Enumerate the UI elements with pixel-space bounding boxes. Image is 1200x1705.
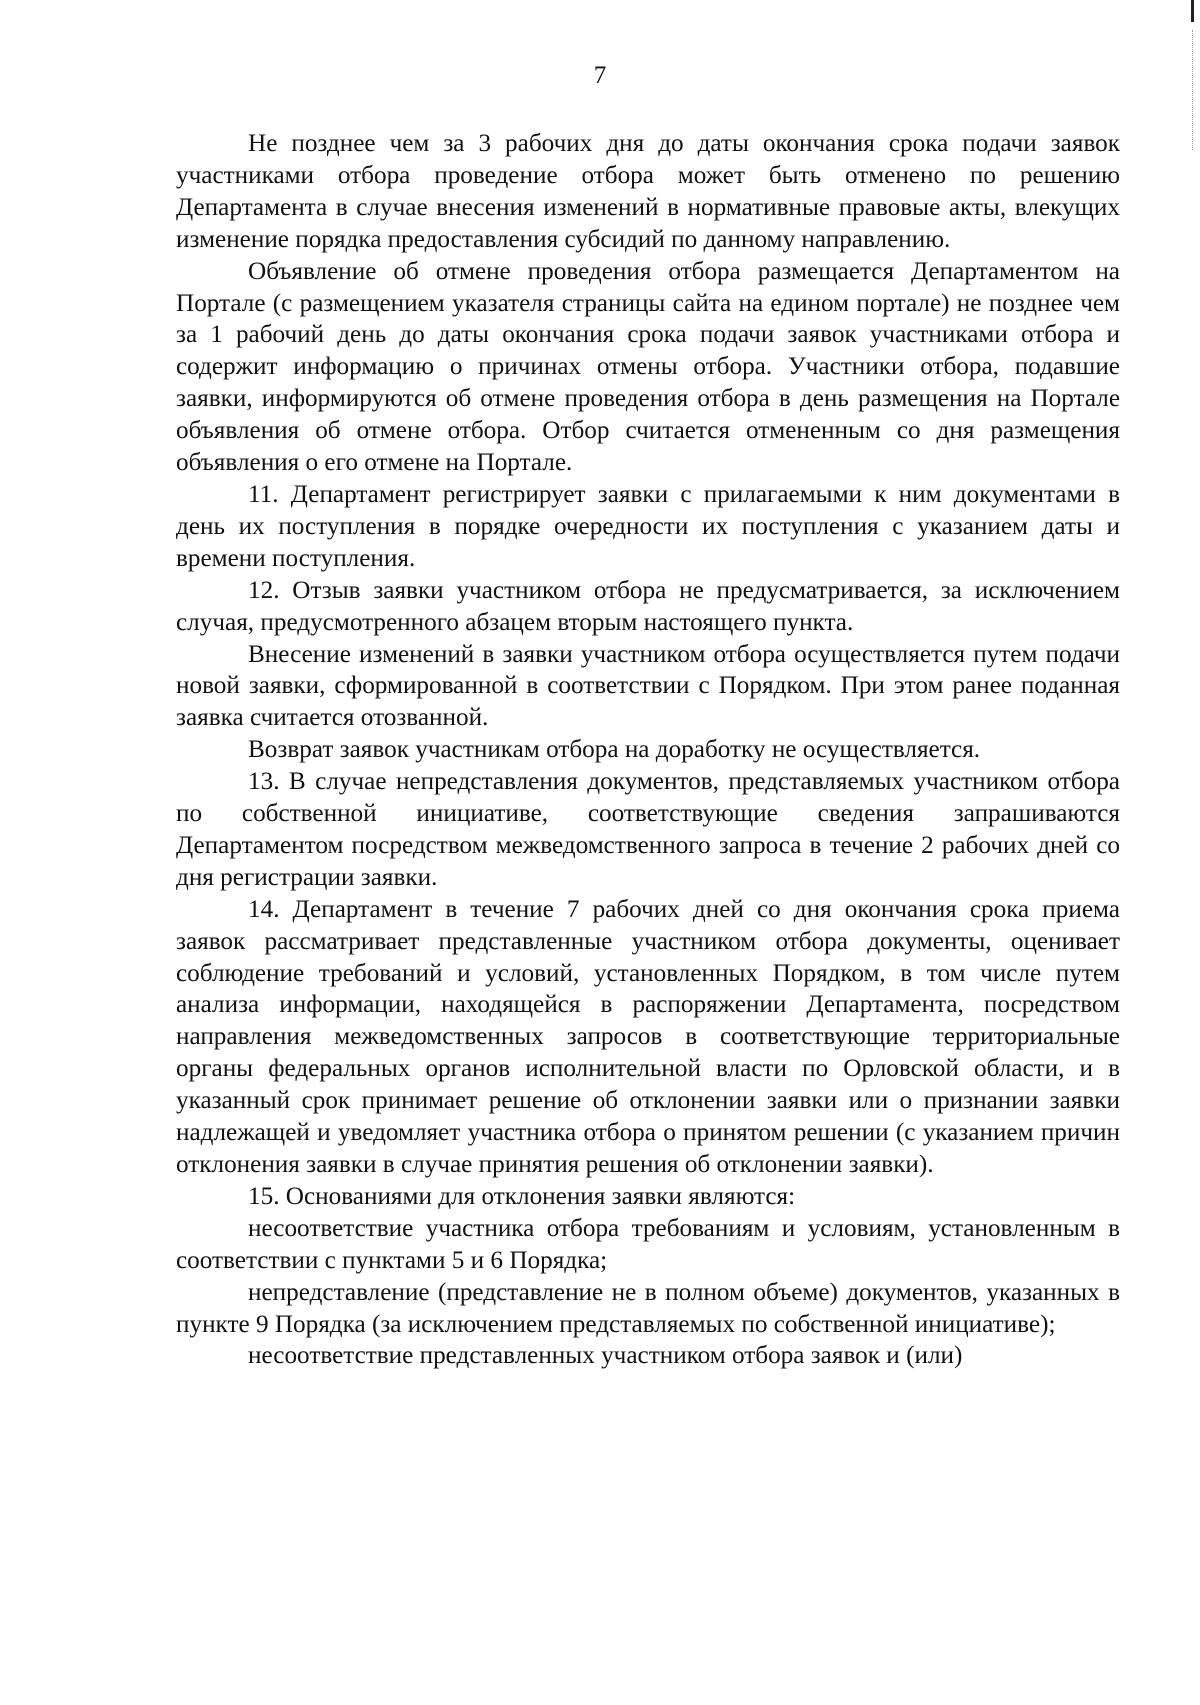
paragraph-ground-noncompliance: несоответствие участника отбора требованиям и условиям, установленным в соответствии с пунктами 5 и 6 Порядка; bbox=[176, 1214, 1120, 1274]
paragraph-ground-missing-documents: непредставление (представление не в полном объеме) документов, указанных в пункте 9 Порядка (за исключением представляемых по собственной инициативе); bbox=[176, 1278, 1120, 1338]
paragraph-cancellation-announcement: Объявление об отмене проведения отбора размещается Департаментом на Портале (с размещением указателя страницы сайта на едином портале) не позднее чем за 1 рабочий день до даты окончания срока подачи заявок участниками отбора и содержит информацию о причинах отмены отбора. Участники отбора, подавшие заявки, информируются об отмене проведения отбора в день размещения на Портале объявления об отмене отбора. Отбор считается отмененным со дня размещения объявления о его отмене на Портале. bbox=[176, 257, 1120, 477]
paragraph-application-changes: Внесение изменений в заявки участником отбора осуществляется путем подачи новой заявки, сформированной в соответствии с Порядком. При этом ранее поданная заявка считается отозванной. bbox=[176, 640, 1120, 732]
page-number: 7 bbox=[593, 62, 607, 89]
paragraph-14-review: 14. Департамент в течение 7 рабочих дней со дня окончания срока приема заявок рассматривает представленные участником отбора документы, оценивает соблюдение требований и условий, установленных Порядком, в том числе путем анализа информации, находящейся в распоряжении Департамента, посредством направления межведомственных запросов в соответствующие территориальные органы федеральных органов исполнительной власти по Орловской области, и в указанный срок принимает решение об отклонении заявки или о признании заявки надлежащей и уведомляет участника отбора о принятом решении (с указанием причин отклонения заявки в случае принятия решения об отклонении заявки). bbox=[176, 895, 1120, 1178]
paragraph-15-rejection-grounds: 15. Основаниями для отклонения заявки являются: bbox=[248, 1182, 796, 1210]
paragraph-cancellation-deadline: Не позднее чем за 3 рабочих дня до даты окончания срока подачи заявок участниками отбора проведение отбора может быть отменено по решению Департамента в случае внесения изменений в нормативные правовые акты, влекущих изменение порядка предоставления субсидий по данному направлению. bbox=[176, 130, 1120, 253]
paragraph-ground-mismatch: несоответствие представленных участником отбора заявок и (или) bbox=[248, 1342, 963, 1370]
document-body bbox=[176, 128, 1120, 1372]
paragraph-13-interagency-request: 13. В случае непредставления документов, представляемых участником отбора по собственной инициативе, соответствующие сведения запрашиваются Департаментом посредством межведомственного запроса в течение 2 рабочих дней со дня регистрации заявки. bbox=[176, 768, 1120, 891]
scan-edge-dots bbox=[1191, 30, 1193, 150]
paragraph-no-return: Возврат заявок участникам отбора на доработку не осуществляется. bbox=[248, 736, 981, 764]
paragraph-11-registration: 11. Департамент регистрирует заявки с прилагаемыми к ним документами в день их поступления в порядке очередности их поступления с указанием даты и времени поступления. bbox=[176, 480, 1120, 572]
paragraph-12-withdrawal: 12. Отзыв заявки участником отбора не предусматривается, за исключением случая, предусмотренного абзацем вторым настоящего пункта. bbox=[176, 576, 1120, 636]
scan-edge-mark bbox=[1191, 0, 1194, 22]
